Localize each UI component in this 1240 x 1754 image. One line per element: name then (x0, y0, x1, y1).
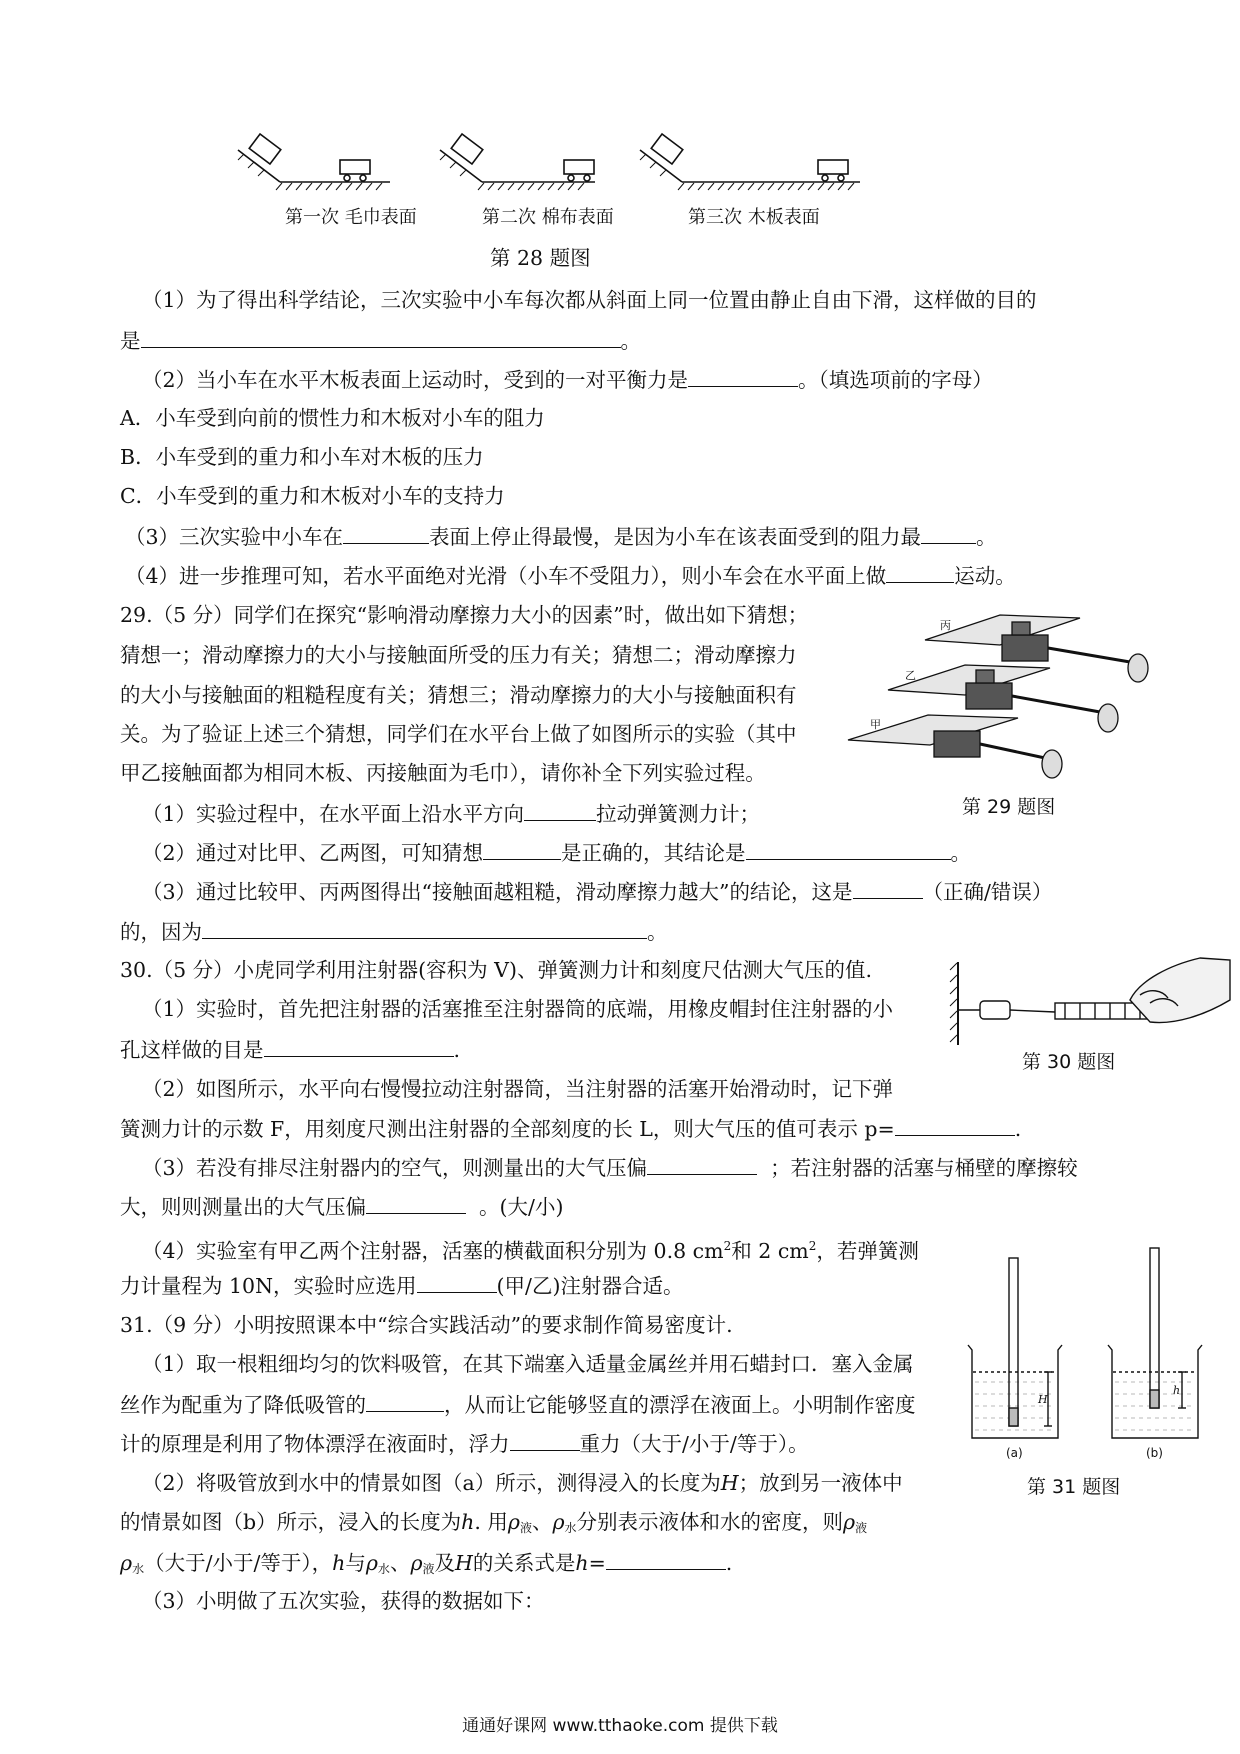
q31-part1-line3: 计的原理是利用了物体漂浮在液面时，浮力 重力（大于/小于/等于）。 (120, 1432, 809, 1456)
q29-line1: 29.（5 分）同学们在探究“影响滑动摩擦力大小的因素”时，做出如下猜想； (120, 603, 809, 627)
page-footer: 通通好课网 www.tthaoke.com 提供下载 (462, 1716, 778, 1736)
q28-part1-line2: 是 。 (120, 329, 641, 353)
q29-part3-line1: （3）通过比较甲、丙两图得出“接触面越粗糙，滑动摩擦力越大”的结论，这是 （正确/错误） (142, 880, 1053, 904)
q30-part2-line1: （2）如图所示，水平向右慢慢拉动注射器筒，当注射器的活塞开始滑动时，记下弹 (142, 1077, 894, 1101)
q31-part2-line1: （2）将吸管放到水中的情景如图（a）所示，测得浸入的长度为H；放到另一液体中 (142, 1471, 903, 1495)
fig28-label-2: 第二次 棉布表面 (482, 207, 614, 228)
q28-part3: （3）三次实验中小车在 表面上停止得最慢，是因为小车在该表面受到的阻力最 。 (125, 525, 997, 549)
fig31-label-h: h (1173, 1384, 1181, 1397)
q29-line3: 的大小与接触面的粗糙程度有关；猜想三；滑动摩擦力的大小与接触面积有 (120, 683, 797, 707)
q28-option-a: A．小车受到向前的惯性力和木板对小车的阻力 (120, 406, 545, 430)
fig28-label-3: 第三次 木板表面 (688, 207, 820, 228)
q30-part3-line1: （3）若没有排尽注射器内的空气，则测量出的大气压偏 ；若注射器的活塞与桶壁的摩擦较 (142, 1156, 1078, 1180)
q28-part4: （4）进一步推理可知，若水平面绝对光滑（小车不受阻力），则小车会在水平面上做 运动。 (125, 564, 1016, 588)
q30-part1-line2: 孔这样做的目是 . (120, 1038, 461, 1062)
q30-part3-line2: 大，则则测量出的大气压偏 。(大/小) (120, 1195, 564, 1219)
q30-part4-line2: 力计量程为 10N，实验时应选用 (甲/乙)注射器合适。 (120, 1274, 684, 1298)
q28-option-c: C．小车受到的重力和木板对小车的支持力 (120, 484, 505, 508)
q31-part2-line3: $\rho_水$（大于/小于/等于），h与$\rho_水$、$\rho_液$及H的关系式是h= . (120, 1551, 733, 1576)
fig30-caption: 第 30 题图 (1022, 1051, 1116, 1073)
q31-answer-blank-1[interactable] (366, 1391, 444, 1412)
fig29-label-bing: 丙 (940, 619, 951, 632)
q28-part2: （2）当小车在水平木板表面上运动时，受到的一对平衡力是 。（填选项前的字母） (142, 368, 993, 392)
q29-part3-line2: 的，因为 。 (120, 920, 668, 944)
fig29-caption: 第 29 题图 (962, 796, 1056, 818)
fig31-label-b: (b) (1146, 1446, 1163, 1460)
q31-answer-blank-3[interactable] (606, 1549, 726, 1570)
fig31-label-a: (a) (1006, 1446, 1023, 1460)
fig31-label-H: H (1038, 1393, 1048, 1406)
q28-part1-line1: （1）为了得出科学结论，三次实验中小车每次都从斜面上同一位置由静止自由下滑，这样做的目的 (142, 288, 1037, 312)
q31-part1-line2: 丝作为配重为了降低吸管的 ，从而让它能够竖直的漂浮在液面上。小明制作密度 (120, 1393, 916, 1417)
q31-answer-blank-2[interactable] (510, 1430, 580, 1451)
q31-line1: 31.（9 分）小明按照课本中“综合实践活动”的要求制作简易密度计. (120, 1313, 733, 1337)
q29-line4: 关。为了验证上述三个猜想，同学们在水平台上做了如图所示的实验（其中 (120, 722, 797, 746)
q29-line2: 猜想一；滑动摩擦力的大小与接触面所受的压力有关；猜想二；滑动摩擦力 (120, 643, 797, 667)
fig28-label-1: 第一次 毛巾表面 (285, 207, 417, 228)
q29-part2: （2）通过对比甲、乙两图，可知猜想 是正确的，其结论是 。 (142, 841, 972, 865)
fig28-caption: 第 28 题图 (490, 246, 591, 270)
q29-line5: 甲乙接触面都为相同木板、丙接触面为毛巾），请你补全下列实验过程。 (120, 761, 766, 785)
q30-part2-line2: 簧测力计的示数 F，用刻度尺测出注射器的全部刻度的长 L，则大气压的值可表示 p= . (120, 1117, 1022, 1141)
q29-part1: （1）实验过程中，在水平面上沿水平方向 拉动弹簧测力计； (142, 802, 761, 826)
q31-part2-line2: 的情景如图（b）所示，浸入的长度为h. 用$\rho_液$、$\rho_水$分别表示液体和水的密度，则$\rho_液$ (120, 1510, 868, 1535)
q31-part3: （3）小明做了五次实验，获得的数据如下： (142, 1589, 545, 1613)
q28-option-b: B．小车受到的重力和小车对木板的压力 (120, 445, 484, 469)
fig29-label-jia: 甲 (870, 718, 881, 731)
fig31-caption: 第 31 题图 (1027, 1476, 1121, 1498)
q30-line1: 30.（5 分）小虎同学利用注射器(容积为 V)、弹簧测力计和刻度尺估测大气压的值. (120, 958, 872, 982)
q30-part4-line1: （4）实验室有甲乙两个注射器，活塞的横截面积分别为 0.8 $cm^2$和 2 $cm^2$，若弹簧测 (142, 1238, 919, 1263)
fig29-label-yi: 乙 (905, 669, 916, 682)
q31-part1-line1: （1）取一根粗细均匀的饮料吸管，在其下端塞入适量金属丝并用石蜡封口．塞入金属 (142, 1352, 914, 1376)
q30-part1-line1: （1）实验时，首先把注射器的活塞推至注射器筒的底端，用橡皮帽封住注射器的小 (142, 997, 894, 1021)
